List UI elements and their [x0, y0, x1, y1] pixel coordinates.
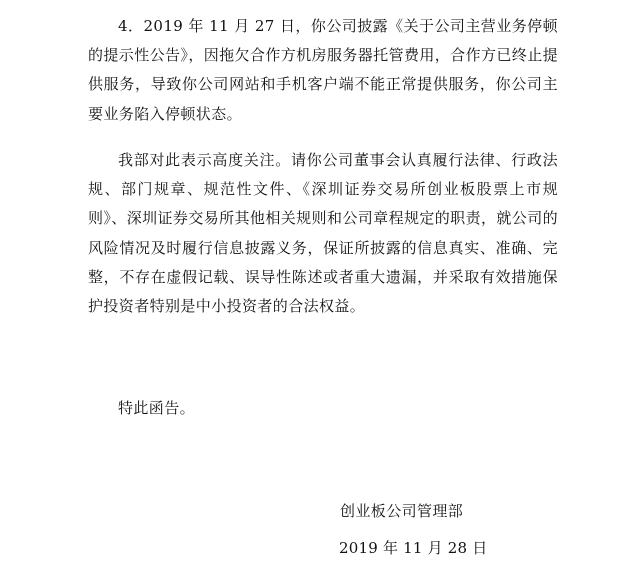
paragraph-item-4: 4．2019 年 11 月 27 日，你公司披露《关于公司主营业务停顿的提示性公告》，因拖欠合作方机房服务器托管费用，合作方已终止提供服务，导致你公司网站和手机客户端不能正常提供服务，你公司主要业务陷入停顿状态。: [88, 17, 558, 123]
signer-department: 创业板公司管理部: [340, 502, 464, 520]
signature-date: 2019 年 11 月 28 日: [339, 539, 488, 557]
closing-remark: 特此函告。: [118, 399, 196, 417]
paragraph-concern-statement: 我部对此表示高度关注。请你公司董事会认真履行法律、行政法规、部门规章、规范性文件、《深圳证券交易所创业板股票上市规则》、深圳证券交易所其他相关规则和公司章程规定的职责，就公司的风险情况及时履行信息披露义务，保证所披露的信息真实、准确、完整，不存在虚假记载、误导性陈述或者重大遗漏，并采取有效措施保护投资者特别是中小投资者的合法权益。: [88, 151, 558, 316]
